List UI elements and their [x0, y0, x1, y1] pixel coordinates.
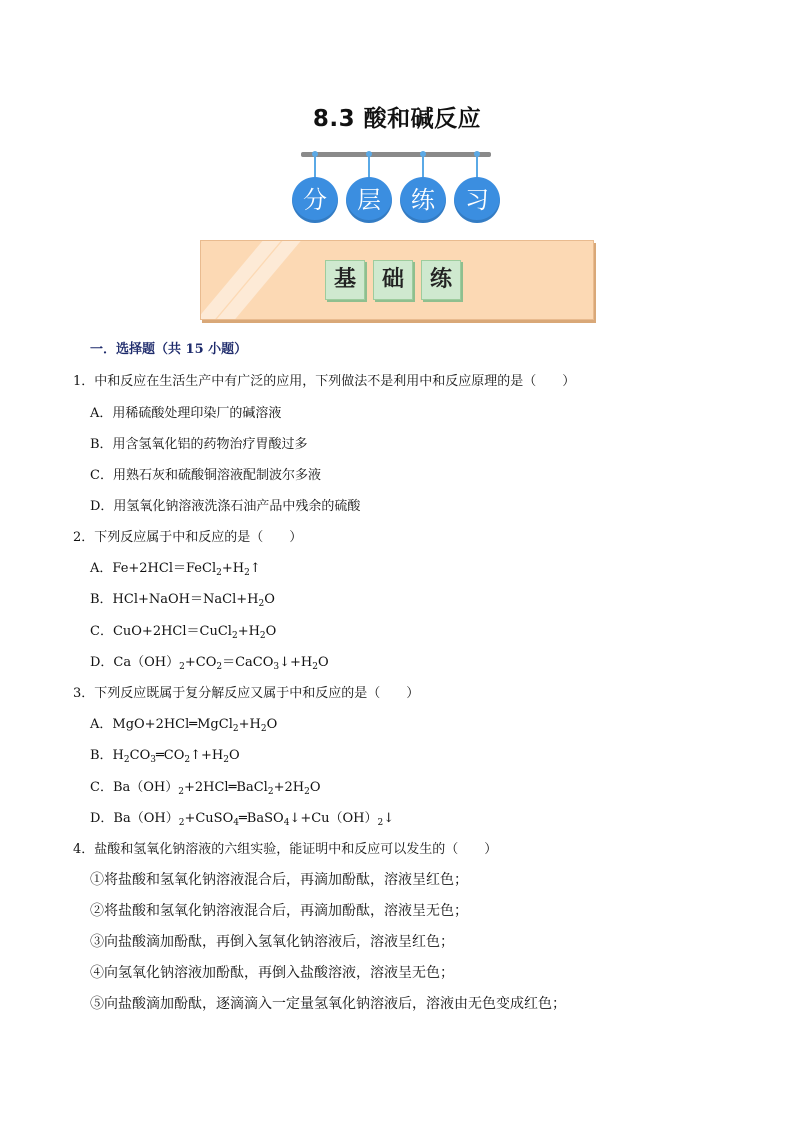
option-b: B．$HCl+NaOH=NaCl+H_2O$: [90, 592, 275, 609]
tag-bubble: 层: [346, 177, 392, 223]
list-item: ③向盐酸滴加酚酞，再倒入氢氧化钠溶液后，溶液呈红色；: [90, 934, 454, 950]
banner-tile: 础: [373, 260, 413, 300]
question-stem: 3．下列反应既属于复分解反应又属于中和反应的是（ ）: [73, 686, 420, 701]
question-stem: 1．中和反应在生活生产中有广泛的应用，下列做法不是利用中和反应原理的是（ ）: [73, 374, 576, 389]
banner-tile: 基: [325, 260, 365, 300]
tag-bubble: 分: [292, 177, 338, 223]
list-item: ②将盐酸和氢氧化钠溶液混合后，再滴加酚酞，溶液呈无色；: [90, 903, 468, 919]
section-heading: 一．选择题（共 15 小题）: [90, 342, 248, 357]
option-b: B．$H_2CO_3═CO_2↑+H_2O$: [90, 748, 240, 765]
tag-rail: [301, 152, 491, 157]
banner-tile: 练: [421, 260, 461, 300]
option-c: C．用熟石灰和硫酸铜溶液配制波尔多液: [90, 468, 321, 483]
option-b: B．用含氢氧化铝的药物治疗胃酸过多: [90, 437, 308, 452]
tag-peg-dot: [312, 151, 318, 157]
list-item: ①将盐酸和氢氧化钠溶液混合后，再滴加酚酞，溶液呈红色；: [90, 872, 468, 888]
option-a: A．$MgO+2HCl═MgCl_2+H_2O$: [90, 717, 278, 734]
option-d: D．$Ba(OH)_2+CuSO_4═BaSO_4↓+Cu(OH)_2↓$: [90, 811, 395, 828]
list-item: ⑤向盐酸滴加酚酞，逐滴滴入一定量氢氧化钠溶液后，溶液由无色变成红色；: [90, 996, 566, 1012]
option-a: A．$Fe+2HCl=FeCl_2+H_2↑$: [90, 561, 261, 578]
tag-peg-dot: [420, 151, 426, 157]
option-d: D．用氢氧化钠溶液洗涤石油产品中残余的硫酸: [90, 499, 361, 514]
question-stem: 4．盐酸和氢氧化钠溶液的六组实验，能证明中和反应可以发生的（ ）: [73, 842, 498, 857]
option-c: C．$CuO+2HCl=CuCl_2+H_2O$: [90, 624, 277, 641]
option-c: C．$Ba(OH)_2+2HCl═BaCl_2+2H_2O$: [90, 780, 321, 797]
tag-peg-dot: [474, 151, 480, 157]
tag-peg-dot: [366, 151, 372, 157]
list-item: ④向氢氧化钠溶液加酚酞，再倒入盐酸溶液，溶液呈无色；: [90, 965, 454, 981]
page-title: 8.3 酸和碱反应: [312, 106, 482, 132]
question-stem: 2．下列反应属于中和反应的是（ ）: [73, 530, 303, 545]
option-d: D．$Ca(OH)_2+CO_2=CaCO_3↓+H_2O$: [90, 655, 329, 672]
tag-bubble: 习: [454, 177, 500, 223]
tag-bubble: 练: [400, 177, 446, 223]
option-a: A．用稀硫酸处理印染厂的碱溶液: [90, 406, 282, 421]
